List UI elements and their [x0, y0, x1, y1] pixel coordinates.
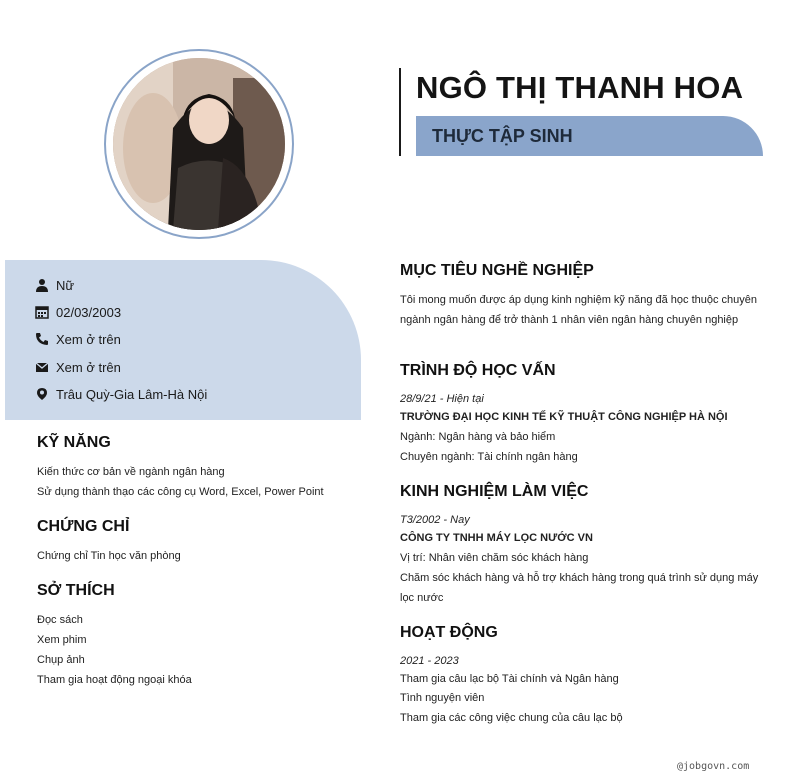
location-icon: [35, 387, 49, 401]
contact-phone: [35, 329, 121, 349]
hobby-item: Chụp ảnh: [37, 654, 85, 666]
hobby-item: Xem phim: [37, 634, 87, 646]
avatar-frame: [104, 49, 294, 239]
user-icon: [35, 278, 49, 292]
skills-title: KỸ NĂNG: [37, 434, 111, 451]
email-value: Xem ở trên: [56, 359, 121, 375]
contact-email: [35, 357, 121, 377]
activity-item: Tham gia các công việc chung của câu lạc bộ: [400, 712, 623, 724]
candidate-role: THỰC TẬP SINH: [432, 126, 573, 146]
candidate-name: NGÔ THỊ THANH HOA: [416, 70, 744, 105]
education-major: Ngành: Ngân hàng và bảo hiểm: [400, 431, 556, 443]
role-banner: [416, 116, 763, 156]
calendar-icon: [35, 305, 49, 319]
activities-title: HOẠT ĐỘNG: [400, 624, 498, 641]
contact-gender: [35, 275, 74, 295]
education-specialization: Chuyên ngành: Tài chính ngân hàng: [400, 451, 578, 463]
phone-value: Xem ở trên: [56, 331, 121, 347]
certificates-title: CHỨNG CHỈ: [37, 518, 130, 535]
skill-item: Sử dụng thành thạo các công cụ Word, Excel, Power Point: [37, 486, 324, 498]
hobby-item: Đọc sách: [37, 614, 83, 626]
phone-icon: [35, 332, 49, 346]
experience-company: CÔNG TY TNHH MÁY LỌC NƯỚC VN: [400, 532, 593, 544]
experience-title: KINH NGHIỆM LÀM VIỆC: [400, 483, 589, 500]
name-divider: [399, 68, 401, 156]
activity-item: Tham gia câu lạc bộ Tài chính và Ngân hàng: [400, 673, 619, 685]
birthday-value: 02/03/2003: [56, 304, 122, 320]
activity-item: Tình nguyện viên: [400, 692, 485, 704]
objective-title: MỤC TIÊU NGHỀ NGHIỆP: [400, 262, 594, 279]
mail-icon: [35, 360, 49, 374]
objective-text: Tôi mong muốn được áp dụng kinh nghiệm kỹ năng đã học thuộc chuyên ngành ngân hàng để trở thành 1 nhân viên ngân hàng chuyên nghiệp: [400, 294, 758, 326]
avatar: [113, 58, 285, 230]
contact-birthday: [35, 302, 121, 322]
education-school: TRƯỜNG ĐẠI HỌC KINH TẾ KỸ THUẬT CÔNG NGHIỆP HÀ NỘI: [400, 411, 728, 423]
skill-item: Kiến thức cơ bản về ngành ngân hàng: [37, 466, 225, 478]
experience-description: Chăm sóc khách hàng và hỗ trợ khách hàng trong quá trình sử dụng máy lọc nước: [400, 572, 759, 604]
watermark: @jobgovn.com: [677, 761, 750, 772]
hobbies-title: SỞ THÍCH: [37, 582, 115, 599]
gender-value: Nữ: [56, 277, 75, 293]
experience-period: T3/2002 - Nay: [400, 514, 470, 526]
activities-period: 2021 - 2023: [400, 655, 459, 667]
portrait-image: [113, 58, 285, 230]
education-period: 28/9/21 - Hiện tại: [400, 393, 484, 405]
education-title: TRÌNH ĐỘ HỌC VẤN: [400, 362, 556, 379]
certificate-item: Chứng chỉ Tin học văn phòng: [37, 550, 181, 562]
hobby-item: Tham gia hoạt động ngoại khóa: [37, 674, 192, 686]
address-value: Trâu Quỳ-Gia Lâm-Hà Nội: [56, 386, 208, 402]
contact-address: [35, 384, 207, 404]
experience-position: Vị trí: Nhân viên chăm sóc khách hàng: [400, 552, 589, 564]
